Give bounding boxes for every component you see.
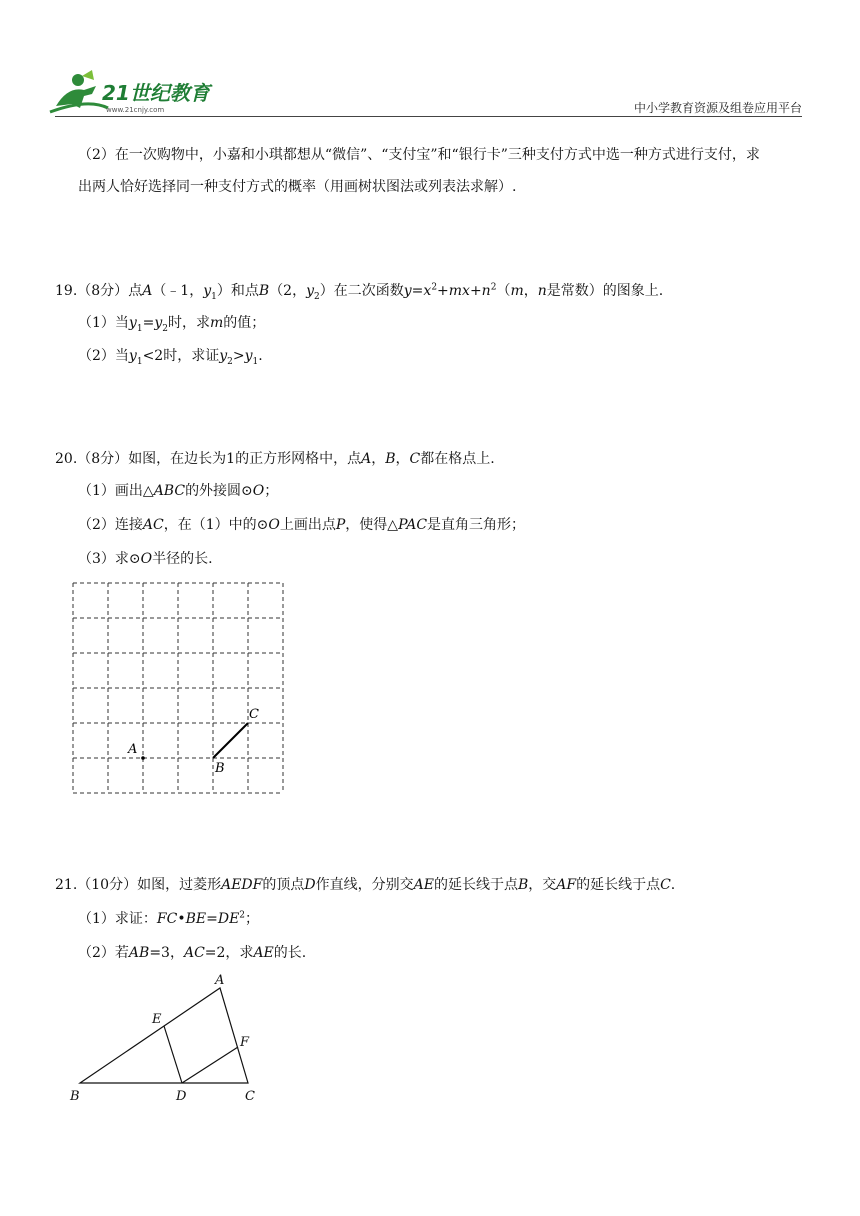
logo-url: www.21cnjy.com — [106, 106, 165, 114]
label-b: B — [215, 761, 225, 776]
logo-text: 21世纪教育 — [102, 81, 210, 105]
q21-number: 21. — [55, 877, 78, 893]
q19-number: 19. — [55, 283, 78, 299]
label-a: A — [215, 973, 225, 988]
q21-stem: 21.（10分）如图，过菱形AEDF的顶点D作直线，分别交AE的延长线于点B，交AF的延长线于点C. — [55, 877, 676, 893]
dashed-grid — [73, 583, 283, 793]
runner-icon — [50, 70, 108, 112]
label-f: F — [240, 1035, 250, 1050]
q20-number: 20. — [55, 451, 78, 467]
q19-stem: 19.（8分）点A（﹣1，$y_1$）和点B（2，$y_2$）在二次函数$y=x^2+mx+n^2(m$，n是常数）的图象上. — [55, 282, 664, 302]
label-c: C — [245, 1089, 255, 1104]
point-a — [141, 756, 145, 760]
q21-part2: （2）若AB=3，AC=2，求AE的长. — [78, 945, 307, 961]
platform-name: 中小学教育资源及组卷应用平台 — [633, 101, 802, 115]
q20-part2: （2）连接AC，在（1）中的⊙O上画出点P，使得△PAC是直角三角形； — [78, 517, 526, 533]
site-logo — [48, 68, 218, 118]
q19-part1: （1）当$y_1=y_2$时，求m的值； — [78, 315, 266, 334]
q20-grid-figure — [70, 580, 290, 796]
segment-ed — [164, 1026, 182, 1083]
label-d: D — [176, 1089, 187, 1104]
q19-part2: （2）当$y_1<2$时，求证$y_2>y_1$. — [78, 348, 263, 367]
header-divider — [55, 116, 802, 117]
q20-stem: 20.（8分）如图，在边长为1的正方形网格中，点A，B，C都在格点上. — [55, 451, 495, 467]
q21-part1: （1）求证：$FC•BE=DE^2$； — [78, 910, 260, 927]
label-e: E — [152, 1012, 162, 1027]
triangle-abc — [80, 988, 248, 1083]
segment-bc — [213, 723, 248, 758]
label-c: C — [249, 707, 259, 722]
q21-rhombus-figure — [60, 965, 280, 1110]
label-a: A — [128, 742, 138, 757]
segment-df — [182, 1047, 238, 1083]
label-b: B — [70, 1089, 80, 1104]
q20-part3: （3）求⊙O半径的长. — [78, 551, 213, 567]
q18-part2-line1: （2）在一次购物中，小嘉和小琪都想从“微信”、“支付宝”和“银行卡”三种支付方式中选一种方式进行支付，求 — [78, 147, 760, 163]
q20-part1: （1）画出△ABC的外接圆⊙O； — [78, 483, 279, 499]
q18-part2-line2: 出两人恰好选择同一种支付方式的概率（用画树状图法或列表法求解）. — [78, 179, 517, 195]
